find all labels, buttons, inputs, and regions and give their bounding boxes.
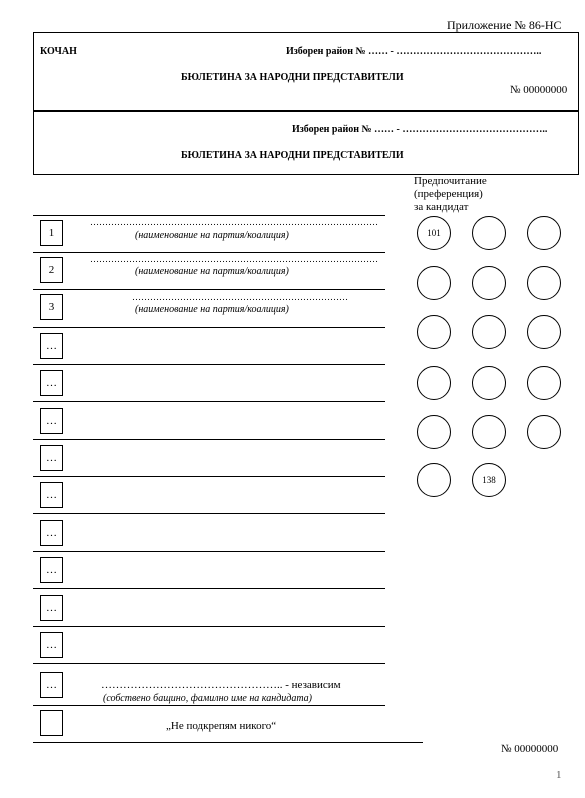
preference-circle[interactable] [472,266,506,300]
party-name-line-3: ……………………………………………………………… [132,292,348,302]
stub-district-line: Изборен район № …… - …………………………………….. [286,46,542,57]
preference-circle[interactable] [527,216,561,250]
ballot-title: БЮЛЕТИНА ЗА НАРОДНИ ПРЕДСТАВИТЕЛИ [181,150,404,161]
row-divider [33,327,385,328]
stub-ballot-title: БЮЛЕТИНА ЗА НАРОДНИ ПРЕДСТАВИТЕЛИ [181,72,404,83]
preference-circle[interactable]: 138 [472,463,506,497]
party-label-1: (наименование на партия/коалиция) [135,230,289,241]
row-divider [33,401,385,402]
row-divider [33,364,385,365]
vote-box-6[interactable]: … [40,408,63,434]
preference-circle[interactable] [527,315,561,349]
row-divider [33,513,385,514]
row-divider [33,289,385,290]
vote-box-1[interactable]: 1 [40,220,63,246]
vote-box-4[interactable]: … [40,333,63,359]
row-divider [33,663,385,664]
vote-box-5[interactable]: … [40,370,63,396]
row-divider [33,705,385,706]
preference-circle[interactable] [417,463,451,497]
preference-heading-line3: за кандидат [414,201,469,213]
row-divider [33,551,385,552]
preference-circle[interactable] [417,315,451,349]
vote-box-10[interactable]: … [40,557,63,583]
preference-circle[interactable] [527,415,561,449]
vote-box-7[interactable]: … [40,445,63,471]
row-divider-bottom [33,742,423,743]
row-divider [33,215,385,216]
vote-box-2[interactable]: 2 [40,257,63,283]
row-divider [33,439,385,440]
party-name-line-2: …………………………………………………………………………………… [90,254,378,264]
page-number: 1 [556,769,562,781]
row-divider [33,588,385,589]
vote-box-none[interactable] [40,710,63,736]
annex-label: Приложение № 86-НС [447,18,562,32]
preference-circle[interactable] [527,366,561,400]
preference-circle[interactable] [417,415,451,449]
row-divider [33,476,385,477]
preference-circle[interactable] [472,415,506,449]
independent-line: ………………………………………….. - независим [101,679,341,691]
footer-serial: № 00000000 [501,743,559,755]
preference-circle[interactable] [472,216,506,250]
row-divider [33,252,385,253]
preference-circle[interactable] [472,315,506,349]
preference-circle[interactable] [472,366,506,400]
preference-circle[interactable]: 101 [417,216,451,250]
preference-heading [414,175,487,214]
party-name-line-1: …………………………………………………………………………………… [90,217,378,227]
ballot-district-line: Изборен район № …… - …………………………………….. [292,124,548,135]
vote-box-3[interactable]: 3 [40,294,63,320]
none-label: „Не подкрепям никого“ [166,720,277,732]
party-label-3: (наименование на партия/коалиция) [135,304,289,315]
preference-circle[interactable] [417,366,451,400]
row-divider [33,626,385,627]
ballot-header-box [33,110,579,175]
independent-label: (собствено бащино, фамилно име на кандидата) [103,693,312,704]
preference-circle[interactable] [417,266,451,300]
preference-circle[interactable] [527,266,561,300]
stub-serial: № 00000000 [510,84,568,96]
preference-heading-line2: (преференция) [414,188,483,200]
vote-box-independent[interactable]: … [40,672,63,698]
party-label-2: (наименование на партия/коалиция) [135,266,289,277]
vote-box-11[interactable]: … [40,595,63,621]
vote-box-8[interactable]: … [40,482,63,508]
vote-box-9[interactable]: … [40,520,63,546]
stub-label: КОЧАН [40,46,77,57]
preference-heading-line1: Предпочитание [414,175,487,187]
vote-box-12[interactable]: … [40,632,63,658]
